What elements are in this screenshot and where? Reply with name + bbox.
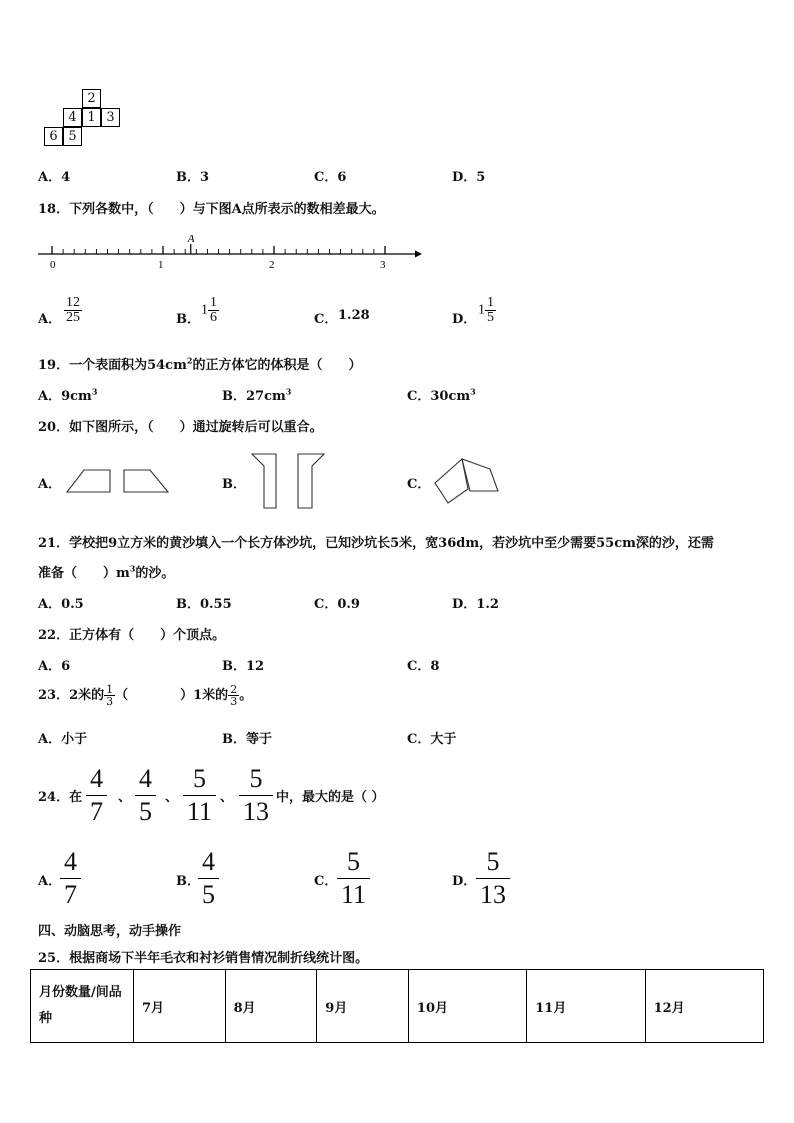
- numerator: 1: [210, 295, 217, 310]
- number-line: [30, 228, 430, 274]
- trapezoid-shape: [67, 470, 110, 492]
- q24-option-c-letter[interactable]: C．: [314, 874, 338, 889]
- q20-option-a[interactable]: A．: [38, 477, 62, 492]
- q24-option-a-letter[interactable]: A．: [38, 874, 62, 889]
- denominator: 25: [66, 310, 80, 325]
- number-line-ticks: [52, 244, 385, 254]
- month-cell: 12月: [645, 970, 763, 1043]
- q22-option-c[interactable]: C．8: [407, 659, 440, 674]
- q21-option-b[interactable]: B．0.55: [176, 597, 232, 612]
- q18-option-b-fraction: [201, 296, 219, 325]
- q18-option-c-value: 1.28: [338, 308, 370, 323]
- q19-option-c[interactable]: C．$30cm^3$: [407, 386, 476, 404]
- point-a-label: A: [187, 233, 195, 245]
- numerator: 1: [487, 295, 494, 310]
- q20-shapes-c: [430, 455, 505, 507]
- q23-option-a[interactable]: A．小于: [38, 732, 88, 747]
- denominator: 5: [487, 310, 494, 325]
- sales-table: [30, 969, 764, 1043]
- axis-label-0: 0: [50, 259, 56, 271]
- q18-option-a-letter[interactable]: A．: [38, 312, 62, 327]
- section-title: 四、动脑思考，动手操作: [38, 924, 182, 939]
- q20-stem: 20．如下图所示，（ ）通过旋转后可以重合。: [38, 420, 323, 435]
- q20-option-b[interactable]: B．: [222, 477, 246, 492]
- q24-fraction: 4 5: [135, 766, 156, 825]
- axis-label-3: 3: [380, 259, 386, 271]
- q19-stem: 19．一个表面积为$54cm^2$的正方体它的体积是（ ）: [38, 355, 362, 373]
- whole: 1: [478, 302, 485, 318]
- q24-separator: 、: [118, 790, 132, 805]
- cube-face: 3: [101, 108, 120, 127]
- q24-stem-post: 中，最大的是（ ）: [276, 790, 385, 805]
- denominator: 6: [210, 310, 217, 325]
- whole: 1: [201, 302, 208, 318]
- month-cell: 9月: [317, 970, 409, 1043]
- q18-option-c[interactable]: C．: [314, 312, 338, 327]
- q22-option-a[interactable]: A．6: [38, 659, 71, 674]
- q19-option-b[interactable]: B．$27cm^3$: [222, 386, 292, 404]
- q23-option-c[interactable]: C．大于: [407, 732, 457, 747]
- cube-face: 6: [44, 127, 63, 146]
- q22-option-b[interactable]: B．12: [222, 659, 265, 674]
- l-shape: [298, 454, 324, 508]
- header-cell: 月份数量/间品 种: [31, 970, 134, 1043]
- q23-stem: 23．2米的 $\frac{1}{3}$ （ ）1米的 $\frac{2}{3}$ 。: [38, 683, 253, 708]
- q18-stem: 18．下列各数中，（ ）与下图A点所表示的数相差最大。: [38, 202, 385, 217]
- q17-option-b[interactable]: B．3: [176, 170, 210, 185]
- q24-stem-pre: 24．在: [38, 790, 83, 805]
- number-line-arrow: [415, 251, 422, 258]
- q24-option-b-letter[interactable]: B．: [176, 874, 200, 889]
- q21-stem-line1: 21．学校把9立方米的黄沙填入一个长方体沙坑，已知沙坑长5米，宽36dm，若沙坑中至少需要55cm深的沙，还需: [38, 536, 714, 551]
- table-row: [31, 970, 764, 1043]
- q17-option-a[interactable]: A．4: [38, 170, 71, 185]
- month-cell: 8月: [225, 970, 317, 1043]
- q17-option-c[interactable]: C．6: [314, 170, 347, 185]
- axis-label-1: 1: [158, 259, 164, 271]
- q20-shapes-a: [62, 465, 174, 495]
- q18-option-d-fraction: [478, 296, 496, 325]
- q24-option-d-fraction: 5 13: [476, 849, 510, 908]
- l-shape: [252, 454, 276, 508]
- q24-option-b-fraction: 4 5: [198, 849, 219, 908]
- q21-option-d[interactable]: D．1.2: [452, 597, 499, 612]
- q21-option-a[interactable]: A．0.5: [38, 597, 84, 612]
- q24-fraction: 4 7: [86, 766, 107, 825]
- q24-fraction: 5 11: [183, 766, 216, 825]
- q24-option-a-fraction: 4 7: [60, 849, 81, 908]
- q21-stem-line2: 准备（ ）$m^3$的沙。: [38, 563, 175, 581]
- month-cell: 11月: [527, 970, 645, 1043]
- q21-option-c[interactable]: C．0.9: [314, 597, 360, 612]
- q23-option-b[interactable]: B．等于: [222, 732, 272, 747]
- q18-option-d-letter[interactable]: D．: [452, 312, 477, 327]
- q17-option-d[interactable]: D．5: [452, 170, 486, 185]
- q24-separator: 、: [220, 790, 234, 805]
- q24-option-c-fraction: 5 11: [337, 849, 370, 908]
- q25-stem: 25．根据商场下半年毛衣和衬衫销售情况制折线统计图。: [38, 951, 369, 966]
- quadrilateral-shape: [435, 459, 468, 503]
- q24-separator: 、: [165, 790, 179, 805]
- q18-option-a-fraction: [64, 296, 82, 325]
- cube-face: 4: [63, 108, 82, 127]
- cube-face: 1: [82, 108, 101, 127]
- axis-label-2: 2: [269, 259, 275, 271]
- q24-option-d-letter[interactable]: D．: [452, 874, 477, 889]
- month-cell: 10月: [408, 970, 526, 1043]
- q24-fraction: 5 13: [239, 766, 273, 825]
- month-cell: 7月: [134, 970, 226, 1043]
- cube-face: 2: [82, 89, 101, 108]
- q22-stem: 22．正方体有（ ）个顶点。: [38, 628, 226, 643]
- trapezoid-shape: [124, 470, 168, 492]
- q18-option-b-letter[interactable]: B．: [176, 312, 200, 327]
- cube-face: 5: [63, 127, 82, 146]
- q19-option-a[interactable]: A．$9cm^3$: [38, 386, 98, 404]
- q20-shapes-b: [248, 452, 330, 512]
- q20-option-c[interactable]: C．: [407, 477, 431, 492]
- numerator: 12: [66, 295, 80, 310]
